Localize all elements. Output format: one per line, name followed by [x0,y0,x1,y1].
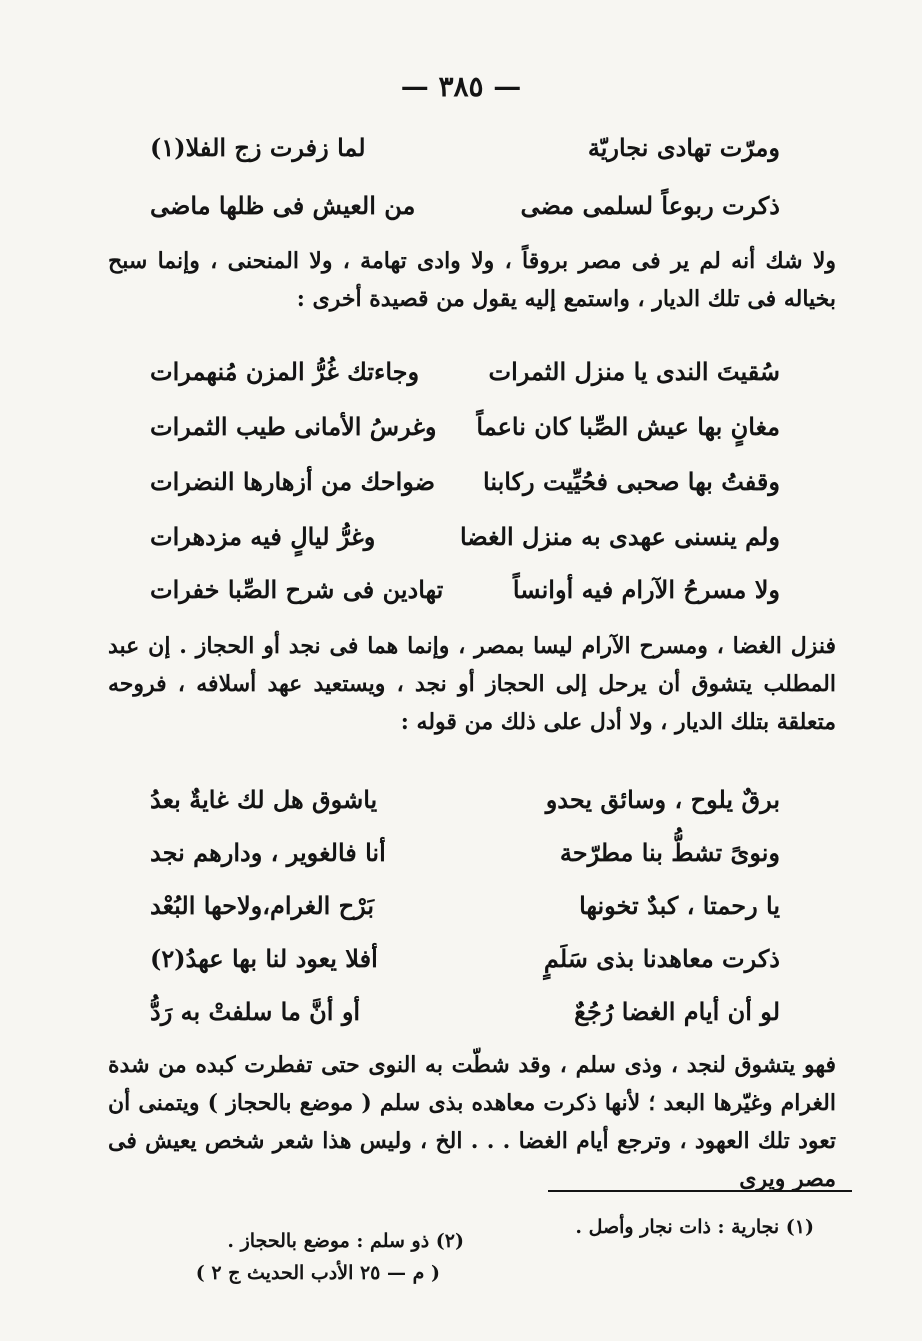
verse-line [150,460,780,504]
footnote-separator [548,1190,852,1192]
verse-hemistich-second: ياشوق هل لك غايةٌ بعدُ [150,785,378,814]
signature-mark: ( م — ٢٥ الأدب الحديث ج ٢ ) [195,1262,440,1284]
verse-hemistich-second: أفلا يعود لنا بها عهدُ(٢) [150,944,378,973]
verse-hemistich-first: ولا مسرحُ الآرام فيه أوانساً [512,575,780,604]
footnote-2: (٢) ذو سلم : موضع بالحجاز . [227,1230,464,1252]
verse-hemistich-first: وقفتُ بها صحبى فحُيِّيت ركابنا [483,467,780,496]
verse-hemistich-second: تهادين فى شرح الصِّبا خفرات [150,575,444,604]
verse-hemistich-second: بَرْح الغرام،ولاحها البُعْد [150,891,375,920]
verse-hemistich-second: أنا فالغوير ، ودارهم نجد [150,838,386,867]
verse-hemistich-first: يا رحمتا ، كبدٌ تخونها [579,891,780,920]
verse-hemistich-first: مغانٍ بها عيش الصِّبا كان ناعماً [476,412,780,441]
verse-hemistich-first: ولم ينسنى عهدى به منزل الغضا [459,522,780,551]
verse-hemistich-second: وغرُّ ليالٍ فيه مزدهرات [150,522,376,551]
verse-hemistich-second: من العيش فى ظلها ماضى [150,191,416,220]
paragraph: فهو يتشوق لنجد ، وذى سلم ، وقد شطّت به النوى حتى تفطرت كبده من شدة الغرام وغيّرها البعد ؛ لأنها ذكرت معاهده بذى سلم ( موضع بالحجاز ) ويتمنى أن تعود تلك العهود ، وترجع أيام الغضا . . . الخ ، وليس هذا شعر شخص يعيش فى مصر ويرى [108,1052,836,1192]
verse-hemistich-second: لما زفرت زج الفلا(١) [150,133,366,162]
verse-line [150,937,780,981]
verse-line [150,350,780,394]
verse-hemistich-first: ذكرت ربوعاً لسلمى مضى [520,191,780,220]
verse-line [150,778,780,822]
verse-hemistich-second: وجاءتك غُرُّ المزن مُنهمرات [150,357,420,386]
verse-line [150,568,780,612]
verse-line [150,126,780,170]
verse-hemistich-first: سُقيتَ الندى يا منزل الثمرات [488,357,780,386]
verse-line [150,831,780,875]
verse-line [150,184,780,228]
verse-hemistich-second: أو أنَّ ما سلفتْ به رَدُّ [150,997,361,1026]
page-number: — ٣٨٥ — [400,70,522,103]
paragraph: ولا شك أنه لم ير فى مصر بروقاً ، ولا وادى تهامة ، ولا المنحنى ، وإنما سبح بخياله فى تلك الديار ، واستمع إليه يقول من قصيدة أخرى : [108,248,836,312]
paragraph: فنزل الغضا ، ومسرح الآرام ليسا بمصر ، وإنما هما فى نجد أو الحجاز . إن عبد المطلب يتشوق أن يرحل إلى الحجاز أو نجد ، ويستعيد عهد أسلافه ، فروحه متعلقة بتلك الديار ، ولا أدل على ذلك من قوله : [108,633,836,735]
verse-line [150,405,780,449]
verse-hemistich-first: ونوىً تشطُّ بنا مطرّحة [559,838,780,867]
footnote-1: (١) نجارية : ذات نجار وأصل . [575,1216,814,1238]
verse-line [150,990,780,1034]
verse-line [150,884,780,928]
verse-hemistich-first: لو أن أيام الغضا رُجُعٌ [574,997,780,1026]
verse-hemistich-second: وغرسُ الأمانى طيب الثمرات [150,412,437,441]
verse-hemistich-first: ذكرت معاهدنا بذى سَلَمٍ [543,944,780,973]
verse-line [150,515,780,559]
verse-hemistich-second: ضواحك من أزهارها النضرات [150,467,436,496]
verse-hemistich-first: برقٌ يلوح ، وسائق يحدو [545,785,780,814]
verse-hemistich-first: ومرّت تهادى نجاريّة [587,133,780,162]
